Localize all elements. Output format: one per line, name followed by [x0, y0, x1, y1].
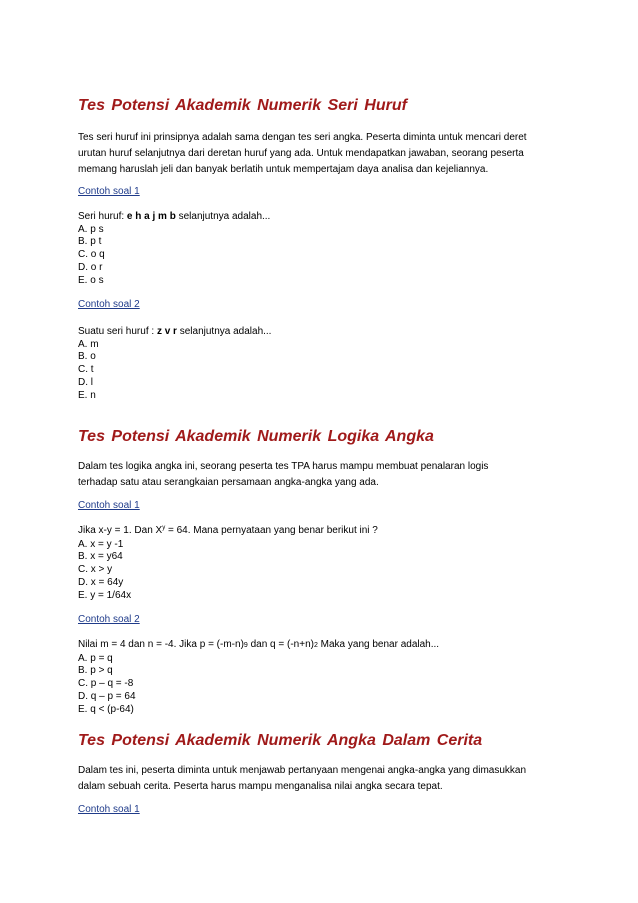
answer-option: B. x = y64 — [78, 551, 123, 563]
example-question — [78, 210, 270, 224]
example-label-link[interactable]: Contoh soal 2 — [78, 614, 140, 625]
answer-options — [78, 224, 105, 288]
intro-line: urutan huruf selanjutnya dari deretan huruf yang ada. Untuk mendapatkan jawaban, seorang peserta — [78, 148, 524, 159]
section-intro — [78, 459, 488, 491]
question-tail: selanjutnya adalah... — [176, 326, 272, 337]
section-intro — [78, 130, 527, 178]
answer-option: B. p > q — [78, 665, 113, 677]
question-part: Jika x-y = 1. Dan X — [78, 525, 163, 536]
answer-option: A. p = q — [78, 652, 113, 664]
intro-line: Tes seri huruf ini prinsipnya adalah sama dengan tes seri angka. Peserta diminta untuk mencari deret — [78, 132, 527, 143]
section-intro — [78, 763, 526, 795]
section-heading: Tes Potensi Akademik Numerik Seri Huruf — [78, 97, 407, 114]
question-part: Nilai m = 4 dan n = -4. Jika p = (-m-n) — [78, 639, 244, 650]
answer-option: A. x = y -1 — [78, 538, 124, 550]
answer-option: C. o q — [78, 249, 105, 261]
answer-option: E. q < (p-64) — [78, 703, 134, 715]
question-part: Maka yang benar adalah... — [317, 639, 440, 650]
answer-options — [78, 339, 99, 403]
exponent: 9 — [243, 642, 248, 649]
example-question — [78, 638, 439, 652]
answer-option: E. n — [78, 389, 96, 401]
answer-option: E. o s — [78, 274, 104, 286]
intro-line: dalam sebuah cerita. Peserta harus mampu menganalisa nilai angka secara tepat. — [78, 781, 443, 792]
answer-option: D. l — [78, 376, 93, 388]
letter-series: e h a j m b — [126, 211, 176, 222]
example-label-link[interactable]: Contoh soal 1 — [78, 500, 140, 511]
example-question — [78, 325, 271, 339]
intro-line: Dalam tes ini, peserta diminta untuk menjawab pertanyaan mengenai angka-angka yang dimasukkan — [78, 765, 527, 776]
exponent: y — [162, 525, 166, 531]
answer-option: C. x > y — [78, 564, 113, 576]
question-lead: Suatu seri huruf : — [78, 326, 157, 337]
example-label-link[interactable]: Contoh soal 2 — [78, 299, 140, 310]
answer-option: D. o r — [78, 261, 103, 273]
answer-option: A. m — [78, 338, 99, 350]
answer-options — [78, 539, 131, 603]
answer-options — [78, 653, 136, 717]
question-lead: Seri huruf: — [78, 211, 127, 222]
answer-option: D. q – p = 64 — [78, 690, 136, 702]
question-part: dan q = (-n+n) — [247, 639, 314, 650]
answer-option: E. y = 1/64x — [78, 589, 132, 601]
question-part: = 64. Mana pernyataan yang benar berikut ini ? — [165, 525, 378, 536]
answer-option: D. x = 64y — [78, 576, 124, 588]
intro-line: terhadap satu atau serangkaian persamaan angka-angka yang ada. — [78, 477, 379, 488]
answer-option: B. o — [78, 351, 96, 363]
example-label-link[interactable]: Contoh soal 1 — [78, 186, 140, 197]
answer-option: A. p s — [78, 223, 104, 235]
answer-option: C. p – q = -8 — [78, 678, 134, 690]
example-label-link[interactable]: Contoh soal 1 — [78, 804, 140, 815]
section-heading: Tes Potensi Akademik Numerik Angka Dalam Cerita — [78, 732, 483, 749]
answer-option: B. p t — [78, 236, 102, 248]
example-question — [78, 524, 378, 538]
answer-option: C. t — [78, 364, 94, 376]
letter-series: z v r — [156, 326, 177, 337]
intro-line: memang haruslah jeli dan banyak berlatih untuk mempertajam daya analisa dan kejeliannya. — [78, 164, 489, 175]
section-heading: Tes Potensi Akademik Numerik Logika Angka — [78, 428, 434, 445]
exponent: 2 — [313, 642, 318, 649]
intro-line: Dalam tes logika angka ini, seorang peserta tes TPA harus mampu membuat penalaran logis — [78, 461, 489, 472]
question-tail: selanjutnya adalah... — [175, 211, 271, 222]
